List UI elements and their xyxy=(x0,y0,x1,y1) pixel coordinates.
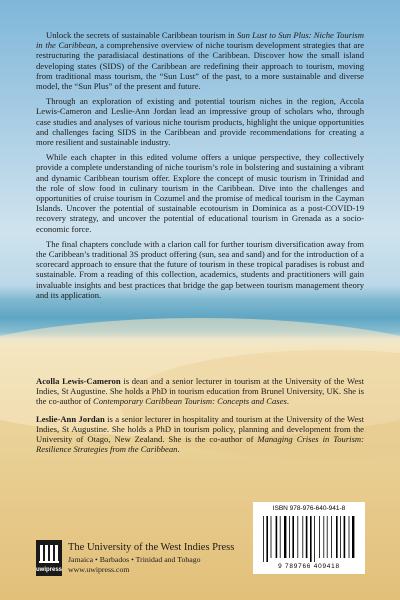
blurb-paragraph-4: The final chapters conclude with a clarion call for further tourism diversification away from the Caribbean’s traditional 3S product offering (sun, sea and sand) and for the introduction of a scorecard approach to ensure that the future of tourism in these tropical paradises is robust and sustainable. From a reading of this collection, academics, students and practitioners will gain invaluable insights and best practices that bridge the gap between tourism management theory and its application. xyxy=(36,238,364,300)
publisher-website: www.uwipress.com xyxy=(68,565,130,574)
blurb-paragraph-1 xyxy=(36,30,364,91)
author-2-bio-end: . xyxy=(177,444,180,455)
publisher-block xyxy=(36,540,296,580)
author-1-name: Acolla Lewis-Cameron xyxy=(36,376,121,386)
author-1-book-title: Contemporary Caribbean Tourism: Concepts and Cases xyxy=(93,396,287,407)
author-bios xyxy=(36,376,364,461)
logo-wordmark: uwipress xyxy=(36,567,63,573)
blurb-paragraph-3: While each chapter in this edited volume offers a unique perspective, they collectively provide a complete understanding of niche tourism’s role in bolstering and sustaining a vibrant and dynamic Caribbean tourism offer. Explore the concept of music tourism in Trinidad and the role of slow food in culinary tourism in the Caribbean. Dive into the challenges and opportunities of cruise tourism in Cozumel and the promise of medical tourism in the Cayman Islands. Uncover the potential of sustainable ecotourism in Dominica as a post-COVID-19 recovery strategy, and uncover the potential of educational tourism in Grenada as a socio-economic force. xyxy=(36,152,364,234)
author-2-book-title: Managing Crises in Tourism: Resilience Strategies from the Caribbean xyxy=(36,434,364,455)
blurb-paragraph-2: Through an exploration of existing and potential tourism niches in the region, Accola Lewis-Cameron and Leslie-Ann Jordan lead an impressive group of scholars who, through case studies and analyses of various niche tourism products, highlight the unique opportunities and challenges facing SIDS in the Caribbean and provide recommendations for creating a more resilient and sustainable industry. xyxy=(36,96,364,148)
author-bio-1 xyxy=(36,376,364,407)
blurb-p1-intro: Unlock the secrets of sustainable Caribbean tourism in xyxy=(46,30,237,40)
author-2-name: Leslie-Ann Jordan xyxy=(36,413,105,424)
publisher-locations: Jamaica • Barbados • Trinidad and Tobago xyxy=(68,555,201,564)
author-bio-2 xyxy=(36,414,364,455)
isbn-label: ISBN 978-976-640-941-8 xyxy=(272,505,346,512)
author-2-bio: is a senior lecturer in hospitality and tourism at the University of the West Indies, St Augustine. She holds a PhD in tourism policy, planning and development from the University of Otago, New Zealand. She is the co-author of xyxy=(36,413,364,445)
publisher-name: The University of the West Indies Press xyxy=(68,542,235,553)
author-1-bio-end: . xyxy=(286,396,289,407)
author-1-bio: is dean and a senior lecturer in tourism at the University of the West Indies, St Augustine. She holds a PhD in tourism education from Brunel University, UK. She is the co-author of xyxy=(36,376,364,407)
blurb-text xyxy=(36,30,364,305)
barcode-number: 9 789766 409418 xyxy=(278,563,340,570)
blurb-p1-rest: , a comprehensive overview of niche tourism development strategies that are restructuring the paradisiacal destinations of the Caribbean. Discover how the small island developing states (SIDS) of the Caribbean are redefining their approach to tourism, moving from traditional mass tourism, the “Sun Lust” of the past, to a more sustainable and diverse model, the “Sun Plus” of the present and future. xyxy=(36,40,365,92)
book-title-italic: Sun Lust to Sun Plus: Niche Tourism in the Caribbean xyxy=(36,30,364,51)
